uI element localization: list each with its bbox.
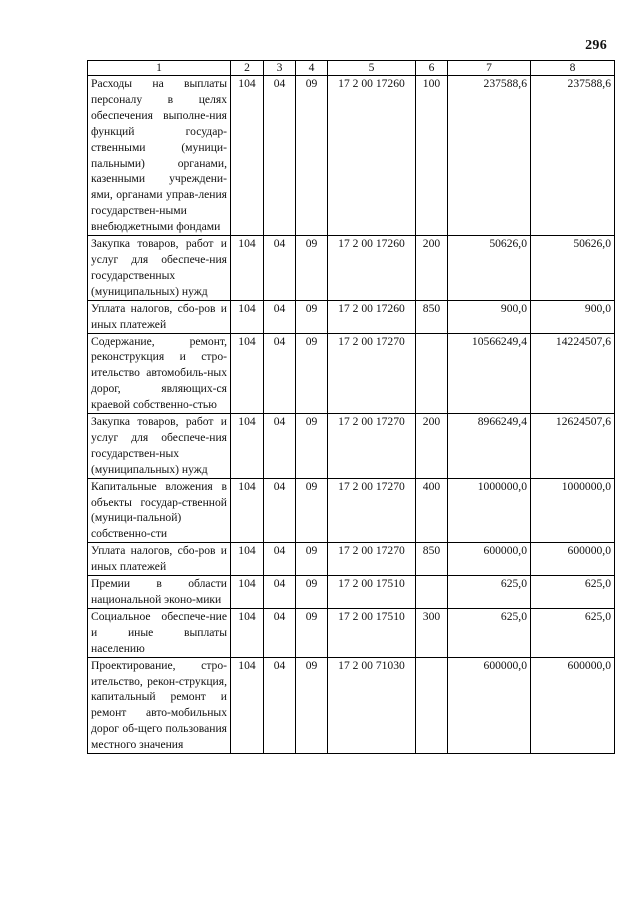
column-header: 3 <box>264 61 296 76</box>
column-header: 5 <box>328 61 416 76</box>
amount-year2-cell: 900,0 <box>531 300 615 333</box>
expense-type-cell <box>416 576 448 609</box>
target-article-cell: 17 2 00 17270 <box>328 543 416 576</box>
expense-type-cell: 850 <box>416 300 448 333</box>
section-code-cell: 04 <box>264 608 296 657</box>
expense-name-cell: Премии в области национальной эконо-мики <box>88 576 231 609</box>
expense-type-cell: 400 <box>416 478 448 543</box>
table-row <box>88 608 615 657</box>
subsection-code-cell: 09 <box>296 300 328 333</box>
subsection-code-cell: 09 <box>296 333 328 414</box>
amount-year2-cell: 50626,0 <box>531 236 615 301</box>
table-row <box>88 576 615 609</box>
expense-name-cell: Уплата налогов, сбо-ров и иных платежей <box>88 300 231 333</box>
expense-name-cell: Содержание, ремонт, реконструкция и стро-ительство автомобиль-ных дорог, являющих-ся краевой собственно-стью <box>88 333 231 414</box>
table-row <box>88 333 615 414</box>
amount-year1-cell: 8966249,4 <box>448 414 531 479</box>
section-code-cell: 04 <box>264 414 296 479</box>
ministry-code-cell: 104 <box>231 657 264 753</box>
table-row <box>88 76 615 236</box>
expense-name-cell: Расходы на выплаты персоналу в целях обеспечения выполне-ния функций государ-ственными (муници-пальными) органами, казенными учреждени-ями, органами управ-ления государствен-ными внебюджетными фондами <box>88 76 231 236</box>
table-row <box>88 657 615 753</box>
expense-name-cell: Закупка товаров, работ и услуг для обеспече-ния государственных (муниципальных) нужд <box>88 236 231 301</box>
expense-type-cell: 850 <box>416 543 448 576</box>
section-code-cell: 04 <box>264 236 296 301</box>
section-code-cell: 04 <box>264 576 296 609</box>
section-code-cell: 04 <box>264 657 296 753</box>
target-article-cell: 17 2 00 17270 <box>328 478 416 543</box>
column-header: 1 <box>88 61 231 76</box>
section-code-cell: 04 <box>264 333 296 414</box>
section-code-cell: 04 <box>264 543 296 576</box>
amount-year1-cell: 625,0 <box>448 576 531 609</box>
target-article-cell: 17 2 00 71030 <box>328 657 416 753</box>
amount-year2-cell: 1000000,0 <box>531 478 615 543</box>
amount-year2-cell: 625,0 <box>531 608 615 657</box>
page-number: 296 <box>585 38 607 53</box>
table-body <box>88 76 615 754</box>
expense-type-cell: 300 <box>416 608 448 657</box>
subsection-code-cell: 09 <box>296 76 328 236</box>
target-article-cell: 17 2 00 17260 <box>328 300 416 333</box>
target-article-cell: 17 2 00 17270 <box>328 333 416 414</box>
amount-year1-cell: 900,0 <box>448 300 531 333</box>
subsection-code-cell: 09 <box>296 576 328 609</box>
expense-type-cell <box>416 333 448 414</box>
ministry-code-cell: 104 <box>231 543 264 576</box>
amount-year1-cell: 50626,0 <box>448 236 531 301</box>
ministry-code-cell: 104 <box>231 76 264 236</box>
table-row <box>88 236 615 301</box>
expense-name-cell: Социальное обеспече-ние и иные выплаты населению <box>88 608 231 657</box>
amount-year2-cell: 237588,6 <box>531 76 615 236</box>
subsection-code-cell: 09 <box>296 608 328 657</box>
ministry-code-cell: 104 <box>231 414 264 479</box>
subsection-code-cell: 09 <box>296 414 328 479</box>
expense-type-cell: 100 <box>416 76 448 236</box>
ministry-code-cell: 104 <box>231 478 264 543</box>
subsection-code-cell: 09 <box>296 478 328 543</box>
amount-year1-cell: 625,0 <box>448 608 531 657</box>
amount-year1-cell: 600000,0 <box>448 543 531 576</box>
section-code-cell: 04 <box>264 300 296 333</box>
ministry-code-cell: 104 <box>231 300 264 333</box>
table-row <box>88 478 615 543</box>
amount-year2-cell: 625,0 <box>531 576 615 609</box>
amount-year1-cell: 1000000,0 <box>448 478 531 543</box>
amount-year2-cell: 12624507,6 <box>531 414 615 479</box>
table-row <box>88 414 615 479</box>
expense-name-cell: Проектирование, стро-ительство, рекон-струкция, капитальный ремонт и ремонт авто-мобильных дорог об-щего пользования местного значения <box>88 657 231 753</box>
section-code-cell: 04 <box>264 76 296 236</box>
amount-year1-cell: 237588,6 <box>448 76 531 236</box>
target-article-cell: 17 2 00 17260 <box>328 236 416 301</box>
subsection-code-cell: 09 <box>296 543 328 576</box>
ministry-code-cell: 104 <box>231 333 264 414</box>
expense-name-cell: Капитальные вложения в объекты государ-ственной (муници-пальной) собственно-сти <box>88 478 231 543</box>
target-article-cell: 17 2 00 17270 <box>328 414 416 479</box>
ministry-code-cell: 104 <box>231 608 264 657</box>
amount-year2-cell: 14224507,6 <box>531 333 615 414</box>
column-header: 4 <box>296 61 328 76</box>
target-article-cell: 17 2 00 17260 <box>328 76 416 236</box>
expense-name-cell: Уплата налогов, сбо-ров и иных платежей <box>88 543 231 576</box>
ministry-code-cell: 104 <box>231 236 264 301</box>
amount-year1-cell: 600000,0 <box>448 657 531 753</box>
expense-type-cell: 200 <box>416 236 448 301</box>
table-row <box>88 543 615 576</box>
subsection-code-cell: 09 <box>296 236 328 301</box>
column-header: 7 <box>448 61 531 76</box>
section-code-cell: 04 <box>264 478 296 543</box>
expense-name-cell: Закупка товаров, работ и услуг для обеспече-ния государствен-ных (муниципальных) нужд <box>88 414 231 479</box>
table-header-row <box>88 61 615 76</box>
target-article-cell: 17 2 00 17510 <box>328 608 416 657</box>
column-header: 6 <box>416 61 448 76</box>
table-row <box>88 300 615 333</box>
amount-year1-cell: 10566249,4 <box>448 333 531 414</box>
amount-year2-cell: 600000,0 <box>531 543 615 576</box>
subsection-code-cell: 09 <box>296 657 328 753</box>
amount-year2-cell: 600000,0 <box>531 657 615 753</box>
column-header: 2 <box>231 61 264 76</box>
ministry-code-cell: 104 <box>231 576 264 609</box>
expense-type-cell: 200 <box>416 414 448 479</box>
target-article-cell: 17 2 00 17510 <box>328 576 416 609</box>
column-header: 8 <box>531 61 615 76</box>
expense-type-cell <box>416 657 448 753</box>
budget-table <box>87 60 615 754</box>
